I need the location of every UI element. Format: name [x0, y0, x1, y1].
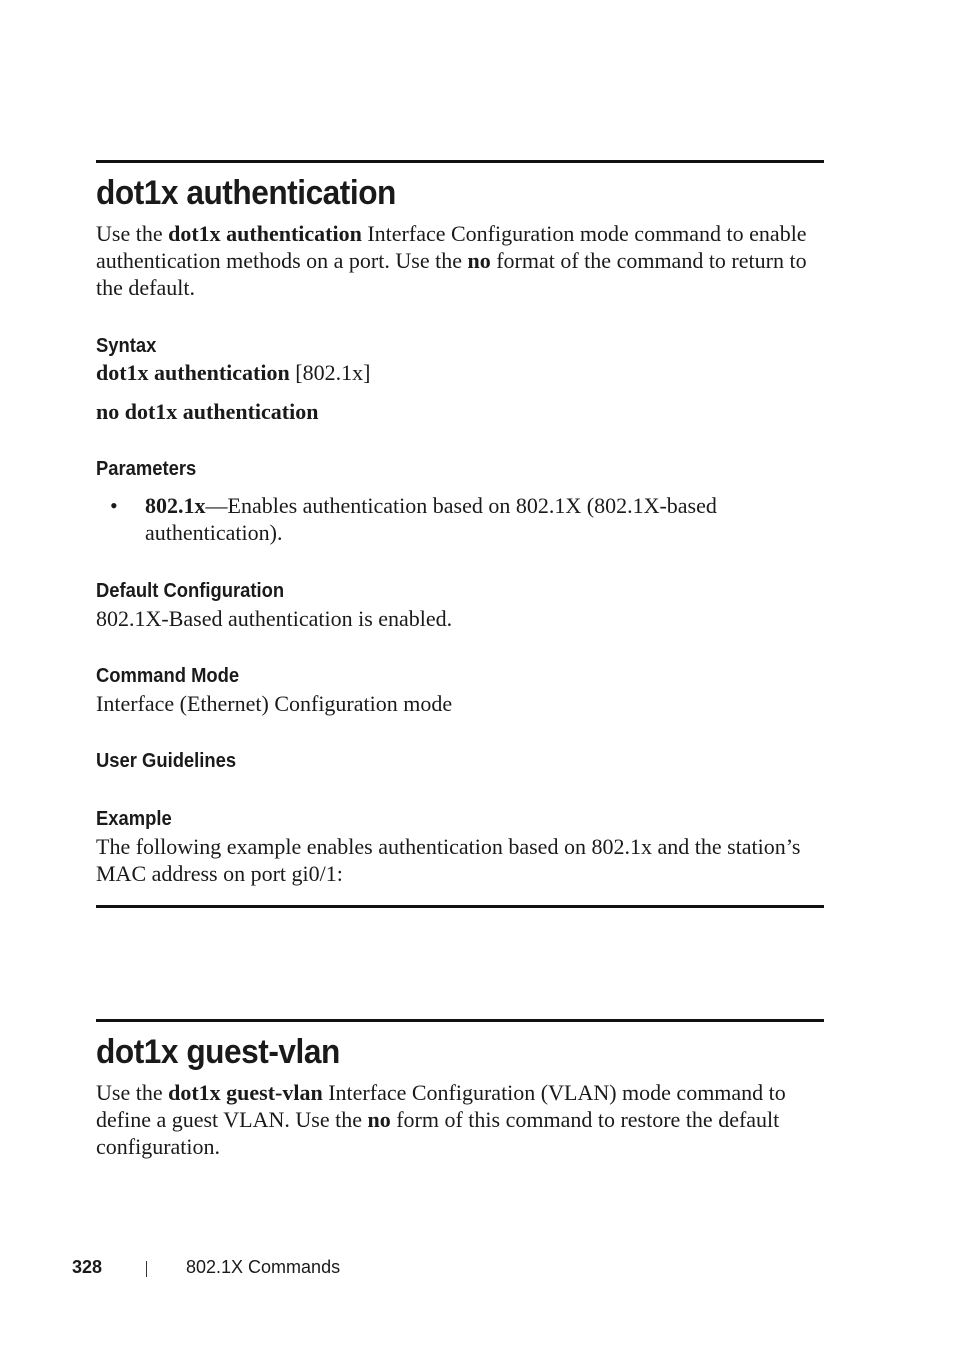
bullet-icon: • — [110, 493, 118, 518]
syntax-no-command: no dot1x authentication — [96, 399, 319, 424]
user-guidelines-heading: User Guidelines — [96, 750, 237, 772]
parameter-item — [145, 492, 785, 546]
parameter-description: —Enables authentication based on 802.1X (802.1X-based authentication). — [145, 493, 717, 545]
command-title-2: dot1x guest-vlan — [96, 1033, 340, 1071]
example-text: The following example enables authentication based on 802.1x and the station’s MAC address on port gi0/1: — [96, 834, 801, 886]
default-config-text: 802.1X-Based authentication is enabled. — [96, 606, 453, 631]
command-mode-heading: Command Mode — [96, 665, 240, 687]
desc-text: Interface Configuration mode command to enable authentication methods on a port. Use the — [96, 221, 807, 273]
section-rule-bottom — [96, 905, 824, 908]
command-description — [96, 220, 824, 301]
section-rule-top-2 — [96, 1019, 824, 1022]
syntax-heading: Syntax — [96, 335, 157, 357]
desc-text: form of this command to restore the default configuration. — [96, 1107, 780, 1159]
desc-command: dot1x guest-vlan — [168, 1080, 323, 1105]
syntax-line — [96, 359, 824, 386]
desc-text: Use the — [96, 1080, 169, 1105]
chapter-title: 802.1X Commands — [186, 1257, 341, 1277]
section-rule-top — [96, 160, 824, 163]
desc-text: format of the command to return to the default. — [96, 248, 807, 300]
syntax-command: dot1x authentication — [96, 360, 290, 385]
command-description-2 — [96, 1079, 824, 1160]
parameter-term: 802.1x — [145, 493, 206, 518]
syntax-line-no — [96, 398, 824, 425]
syntax-argument: [802.1x] — [289, 360, 371, 385]
example-heading: Example — [96, 808, 172, 830]
desc-keyword: no — [467, 248, 491, 273]
parameters-heading: Parameters — [96, 458, 197, 480]
desc-keyword: no — [367, 1107, 391, 1132]
desc-text: Interface Configuration (VLAN) mode command to define a guest VLAN. Use the — [96, 1080, 786, 1132]
page-number: 328 — [72, 1257, 103, 1277]
default-config-heading: Default Configuration — [96, 580, 285, 602]
footer-divider — [146, 1261, 147, 1277]
command-mode-text: Interface (Ethernet) Configuration mode — [96, 691, 453, 716]
desc-command: dot1x authentication — [168, 221, 362, 246]
command-title: dot1x authentication — [96, 174, 396, 212]
desc-text: Use the — [96, 221, 169, 246]
